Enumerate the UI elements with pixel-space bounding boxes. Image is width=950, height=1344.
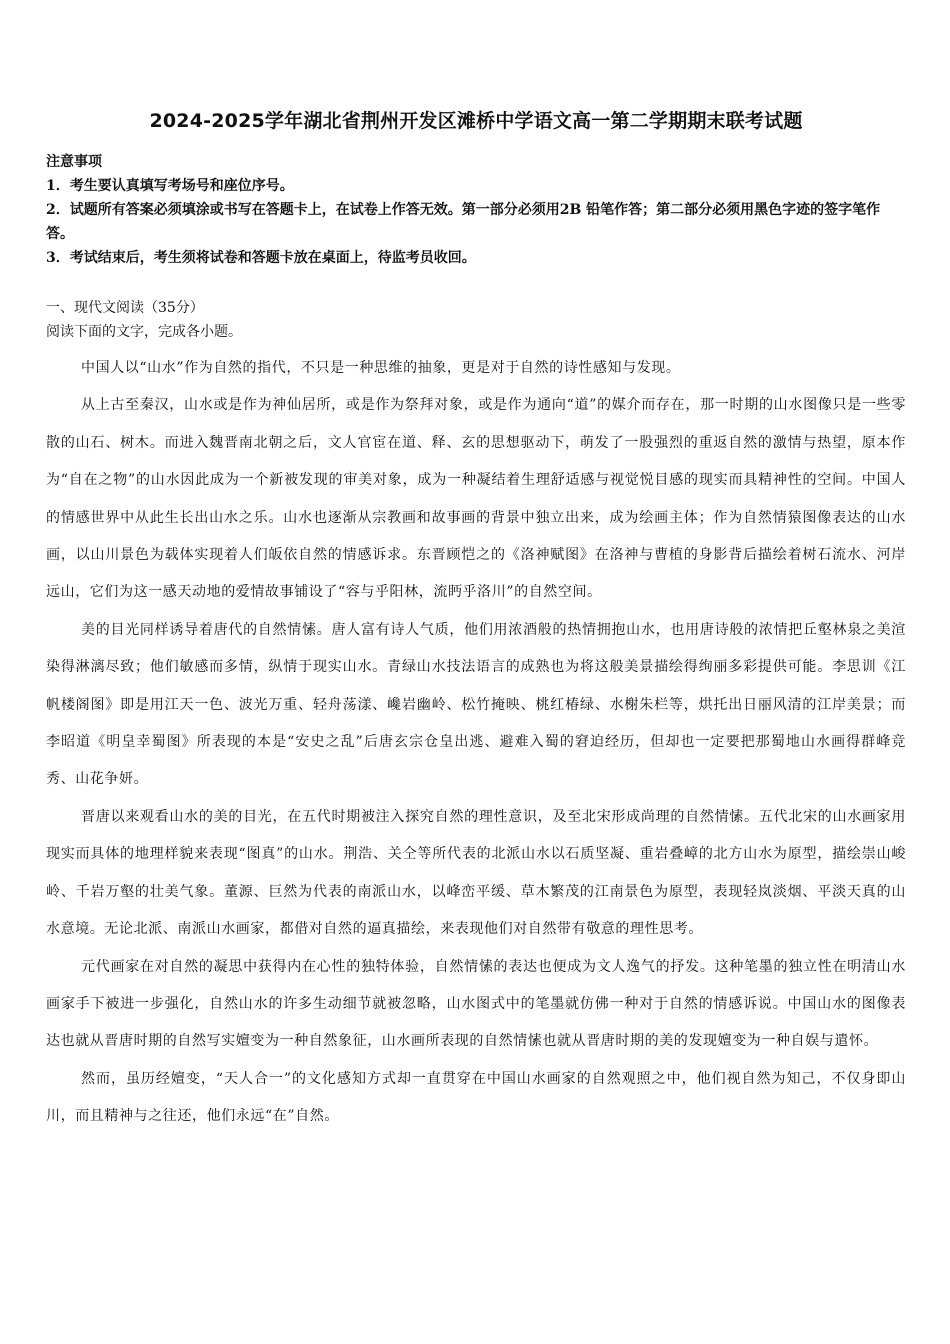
passage-paragraph-5: 元代画家在对自然的凝思中获得内在心性的独特体验，自然情愫的表达也便成为文人逸气的抒发。这种笔墨的独立性在明清山水画家手下被进一步强化，自然山水的许多生动细节就被忽略，山水图式中的笔墨就仿佛一种对于自然的情感诉说。中国山水的图像表达也就从晋唐时期的自然写实嬗变为一种自然象征，山水画所表现的自然情愫也就从晋唐时期的美的发现嬗变为一种自娱与遣怀。 (46, 958, 906, 1050)
passage-paragraph-3: 美的目光同样诱导着唐代的自然情愫。唐人富有诗人气质，他们用浓酒般的热情拥抱山水，也用唐诗般的浓情把丘壑林泉之美渲染得淋漓尽致；他们敏感而多情，纵情于现实山水。青绿山水技法语言的成熟也为将这般美景描绘得绚丽多彩提供可能。李思训《江帆楼阁图》即是用江天一色、波光万重、轻舟荡漾、巉岩幽岭、松竹掩映、桃红椿绿、水榭朱栏等，烘托出日丽风清的江岸美景；而李昭道《明皇幸蜀图》所表现的本是“安史之乱”后唐玄宗仓皇出逃、避难入蜀的窘迫经历，但却也一定要把那蜀地山水画得群峰竞秀、山花争妍。 (46, 621, 906, 788)
section-spacer (46, 270, 906, 296)
passage-paragraph-6: 然而，虽历经嬗变，“天人合一”的文化感知方式却一直贯穿在中国山水画家的自然观照之中，他们视自然为知己，不仅身即山川，而且精神与之往还，他们永远“在”自然。 (46, 1070, 906, 1125)
notice-heading: 注意事项 (46, 154, 102, 170)
notice-block (46, 150, 906, 270)
notice-item-1: 1．考生要认真填写考场号和座位序号。 (46, 178, 294, 194)
notice-item-3: 3．考试结束后，考生须将试卷和答题卡放在桌面上，待监考员收回。 (46, 250, 476, 266)
exam-page (46, 108, 906, 1136)
section-instruction: 阅读下面的文字，完成各小题。 (46, 324, 242, 340)
notice-item-2: 2．试题所有答案必须填涂或书写在答题卡上，在试卷上作答无效。第一部分必须用2B 铅笔作答；第二部分必须用黑色字迹的签字笔作答。 (46, 202, 881, 242)
passage-paragraph-2: 从上古至秦汉，山水或是作为神仙居所，或是作为祭拜对象，或是作为通向“道”的媒介而存在，那一时期的山水图像只是一些零散的山石、树木。而进入魏晋南北朝之后，文人官宦在道、释、玄的思想驱动下，萌发了一股强烈的重返自然的激情与热望，原本作为“自在之物”的山水因此成为一个新被发现的审美对象，成为一种凝结着生理舒适感与视觉悦目感的现实而具精神性的空间。中国人的情感世界中从此生长出山水之乐。山水也逐渐从宗教画和故事画的背景中独立出来，成为绘画主体；作为自然情猿图像表达的山水画，以山川景色为载体实现着人们皈依自然的情感诉求。东晋顾恺之的《洛神赋图》在洛神与曹植的身影背后描绘着树石流水、河岸远山，它们为这一感天动地的爱情故事铺设了“容与乎阳林，流眄乎洛川”的自然空间。 (46, 397, 906, 601)
reading-section (46, 296, 906, 1136)
section-heading: 一、现代文阅读（35分） (46, 300, 204, 316)
passage-paragraph-4: 晋唐以来观看山水的美的目光，在五代时期被注入探究自然的理性意识，及至北宋形成尚理的自然情愫。五代北宋的山水画家用现实而具体的地理样貌来表现“图真”的山水。荆浩、关仝等所代表的北派山水以石质坚凝、重岩叠嶂的北方山水为原型，描绘崇山峻岭、千岩万壑的壮美气象。董源、巨然为代表的南派山水，以峰峦平缓、草木繁茂的江南景色为原型，表现轻岚淡烟、平淡天真的山水意境。无论北派、南派山水画家，都借对自然的逼真描绘，来表现他们对自然带有敬意的理性思考。 (46, 808, 906, 938)
passage-paragraph-1: 中国人以“山水”作为自然的指代，不只是一种思维的抽象，更是对于自然的诗性感知与发现。 (81, 360, 681, 376)
exam-title: 2024-2025学年湖北省荆州开发区滩桥中学语文高一第二学期期末联考试题 (149, 110, 803, 132)
